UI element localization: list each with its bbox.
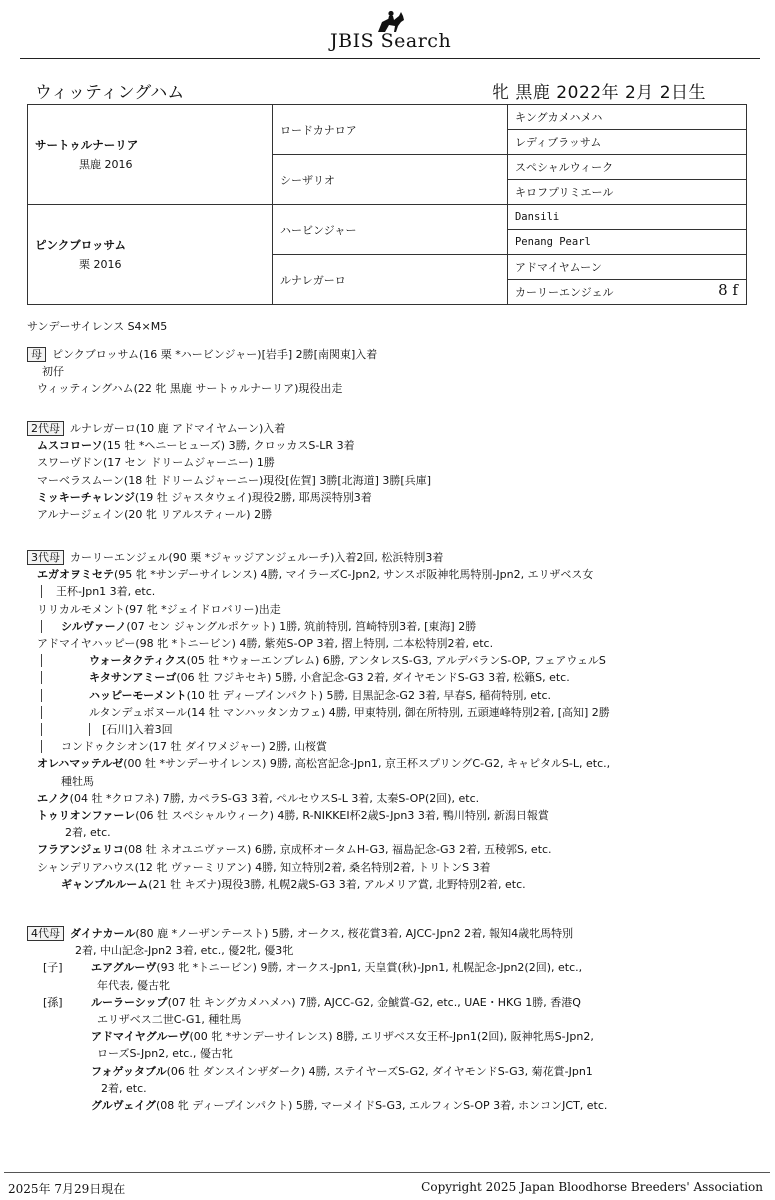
record-text: (06 牡 フジキセキ) 5勝, 小倉記念-G3 2着, ダイヤモンドS-G3 3着, 松籟S, etc.: [176, 671, 570, 685]
dam-note: 初仔: [42, 365, 64, 379]
list-item-cont: エリザベス二世C-G1, 種牡馬: [97, 1013, 242, 1027]
list-item: [27, 566, 757, 583]
section-tag: 3代母: [27, 550, 64, 565]
dam-section: [27, 346, 757, 398]
horse-link[interactable]: オレハマッテルゼ: [37, 757, 124, 771]
section-tag: 母: [27, 347, 46, 362]
record-text: (93 牝 *トニービン) 9勝, オークス-Jpn1, 天皇賞(秋)-Jpn1, 札幌記念-Jpn2(2回), etc.,: [156, 961, 583, 975]
jbis-logo[interactable]: [330, 10, 460, 54]
record-text: (07 セン ジャングルポケット) 1勝, 筑前特別, 筥崎特別3着, [東海] 2勝: [126, 619, 477, 633]
list-item: [27, 994, 757, 1011]
record-text: コンドゥクシオン(17 牡 ダイワメジャー) 2勝, 山桜賞: [41, 740, 327, 753]
list-item: [27, 1028, 757, 1045]
second-dam-record: ルナレガーロ(10 鹿 アドマイヤムーン)入着: [70, 422, 286, 435]
pedigree-dam-cell: [28, 205, 273, 305]
list-item: [27, 687, 757, 704]
horse-link[interactable]: ルーラーシップ: [91, 995, 168, 1009]
list-item: [27, 437, 757, 454]
list-item: [27, 704, 757, 721]
list-item-cont: [27, 721, 757, 738]
list-item-cont: 種牡馬: [61, 774, 94, 788]
fourth-dam-section: [27, 925, 757, 1114]
list-item: アドマイヤハッピー(98 牝 *トニービン) 4勝, 紫苑S-OP 3着, 摺上特別, 二本松特別2着, etc.: [37, 637, 494, 651]
third-dam-record: カーリーエンジェル(90 栗 *ジャッジアンジェルーチ)入着2回, 松浜特別3着: [70, 551, 444, 564]
dam-sire-sire: Dansili: [507, 205, 746, 230]
dam-dam: ルナレガーロ: [273, 255, 508, 305]
list-item-cont: [27, 583, 757, 600]
horse-link[interactable]: エノク: [37, 791, 70, 805]
horse-meta: 牝 黒鹿 2022年 2月 2日生: [492, 83, 707, 103]
list-item: [27, 807, 757, 824]
dam-dam-dam: カーリーエンジェル: [514, 286, 614, 299]
list-item: スワーヴドン(17 セン ドリームジャーニー) 1勝: [37, 456, 275, 470]
record-text: (95 牝 *サンデーサイレンス) 4勝, マイラーズC-Jpn2, サンスポ阪神牝馬特別-Jpn2, エリザベス女: [114, 568, 594, 582]
header-divider: [20, 58, 760, 59]
grandchild-label: [孫]: [43, 995, 63, 1009]
horse-link[interactable]: エガオヲミセテ: [37, 568, 114, 582]
second-dam-section: [27, 420, 757, 523]
list-item: [27, 1097, 757, 1114]
pedigree-table: [27, 104, 747, 305]
record-text: (00 牝 *サンデーサイレンス) 8勝, エリザベス女王杯-Jpn1(2回), 阪神牝馬S-Jpn2,: [189, 1030, 594, 1044]
list-item: [27, 652, 757, 669]
section-tag: 4代母: [27, 926, 64, 941]
record-text: ルタンデュボヌール(14 牡 マンハッタンカフェ) 4勝, 甲東特別, 御在所特別, 五頭連峰特別2着, [高知] 2勝: [41, 706, 610, 719]
record-text: (05 牡 *ウォーエンブレム) 6勝, アンタレスS-G3, アルデバランS-OP, フェアウェルS: [186, 654, 606, 668]
list-item: [27, 1063, 757, 1080]
list-item: リリカルモメント(97 牝 *ジェイドロバリー)出走: [37, 602, 281, 616]
dam-offspring: ウィッティングハム(22 牝 黒鹿 サートゥルナーリア)現役出走: [37, 382, 343, 396]
horse-link[interactable]: ハッピーモーメント: [89, 688, 187, 702]
record-text: 王杯-Jpn1 3着, etc.: [41, 585, 155, 598]
list-item: [27, 738, 757, 755]
third-dam-section: [27, 549, 757, 893]
record-text: (08 牝 ディープインパクト) 5勝, マーメイドS-G3, エルフィンS-OP 3着, ホンコンJCT, etc.: [156, 1099, 608, 1113]
list-item: [27, 841, 757, 858]
dam-name: ピンクブロッサム: [35, 238, 126, 252]
dam-sire: ハービンジャー: [273, 205, 508, 255]
horse-link[interactable]: ムスコローソ: [37, 439, 103, 453]
horse-link[interactable]: ダイナカール: [70, 927, 136, 940]
sire-dam-sire: スペシャルウィーク: [507, 155, 746, 180]
horse-link[interactable]: キタサンアミーゴ: [89, 671, 177, 685]
horse-link[interactable]: ウォータクティクス: [89, 654, 187, 668]
horse-name: ウィッティングハム: [35, 83, 185, 103]
list-item-cont: ローズS-Jpn2, etc., 優古牝: [97, 1047, 233, 1061]
cross-count: 8 f: [718, 281, 738, 299]
list-item: [27, 876, 757, 893]
second-dam-line: [27, 420, 757, 437]
record-text: (19 牡 ジャスタウェイ)現役2勝, 耶馬渓特別3着: [134, 490, 372, 504]
sire-sire: ロードカナロア: [273, 105, 508, 155]
record-text: (80 鹿 *ノーザンテースト) 5勝, オークス, 桜花賞3着, AJCC-Jpn2 2着, 報知4歳牝馬特別: [135, 927, 574, 940]
sire-sire-dam: レディブラッサム: [507, 130, 746, 155]
record-text: [石川]入着3回: [89, 723, 173, 736]
dam-dam-dam-cell: [507, 280, 746, 305]
list-item-cont: 年代表, 優古牝: [97, 978, 170, 992]
record-text: (00 牡 *サンデーサイレンス) 9勝, 高松宮記念-Jpn1, 京王杯スプリングC-G2, キャピタルS-L, etc.,: [123, 757, 611, 771]
list-item: [27, 618, 757, 635]
list-item-cont: 2着, etc.: [65, 826, 111, 840]
section-tag: 2代母: [27, 421, 64, 436]
horse-link[interactable]: ミッキーチャレンジ: [37, 490, 135, 504]
horse-link[interactable]: フォゲッタブル: [91, 1064, 167, 1078]
list-item-cont: 2着, 中山記念-Jpn2 3着, etc., 優2牝, 優3牝: [75, 944, 294, 958]
as-of-date: 2025年 7月29日現在: [8, 1182, 126, 1196]
horse-link[interactable]: アドマイヤグルーヴ: [91, 1030, 190, 1044]
record-text: (04 牡 *クロフネ) 7勝, カペラS-G3 3着, ペルセウスS-L 3着, 太秦S-OP(2回), etc.: [69, 791, 480, 805]
dam-sub: 栗 2016: [79, 258, 122, 271]
horse-link[interactable]: シルヴァーノ: [61, 619, 127, 633]
horse-link[interactable]: ギャンブルルーム: [61, 877, 149, 891]
list-item: [27, 959, 757, 976]
horse-link[interactable]: エアグルーヴ: [91, 961, 157, 975]
sire-sire-sire: キングカメハメハ: [507, 105, 746, 130]
dam-dam-sire: アドマイヤムーン: [507, 255, 746, 280]
record-text: (10 牡 ディープインパクト) 5勝, 目黒記念-G2 3着, 早春S, 稲荷特別, etc.: [186, 688, 552, 702]
horse-link[interactable]: グルヴェイグ: [91, 1099, 157, 1113]
logo-text: JBIS Search: [330, 30, 452, 52]
copyright: Copyright 2025 Japan Bloodhorse Breeders' Association: [421, 1180, 763, 1194]
horse-link[interactable]: フラアンジェリコ: [37, 843, 124, 857]
third-dam-line: [27, 549, 757, 566]
record-text: (21 牡 キズナ)現役3勝, 札幌2歳S-G3 3着, アルメリア賞, 北野特別2着, etc.: [148, 877, 526, 891]
sire-sub: 黒鹿 2016: [79, 158, 133, 171]
pedigree-sire-cell: [28, 105, 273, 205]
list-item: [27, 489, 757, 506]
dam-line: [27, 346, 757, 363]
record-text: (07 牡 キングカメハメハ) 7勝, AJCC-G2, 金鯱賞-G2, etc., UAE・HKG 1勝, 香港Q: [167, 995, 581, 1009]
inbreeding-note: サンデーサイレンス S4×M5: [27, 320, 168, 333]
list-item: シャンデリアハウス(12 牝 ヴァーミリアン) 4勝, 知立特別2着, 桑名特別2着, トリトンS 3着: [37, 860, 491, 874]
child-label: [子]: [43, 961, 63, 975]
dam-sire-dam: Penang Pearl: [507, 230, 746, 255]
record-text: (15 牡 *ヘニーヒューズ) 3勝, クロッカスS-LR 3着: [102, 439, 355, 453]
sire-name: サートゥルナーリア: [35, 138, 139, 152]
footer-divider: [4, 1172, 770, 1173]
sire-dam-dam: キロフプリミエール: [507, 180, 746, 205]
fourth-dam-line: [27, 925, 757, 942]
header: [0, 0, 775, 58]
list-item: [27, 790, 757, 807]
list-item: [27, 755, 757, 772]
record-text: (06 牡 スペシャルウィーク) 4勝, R-NIKKEI杯2歳S-Jpn3 3着, 鴨川特別, 新潟日報賞: [135, 809, 549, 823]
horse-link[interactable]: トゥリオンファーレ: [37, 809, 136, 823]
dam-record: ピンクブロッサム(16 栗 *ハービンジャー)[岩手] 2勝[南関東]入着: [52, 348, 378, 361]
list-item: [27, 669, 757, 686]
list-item: アルナージェイン(20 牝 リアルスティール) 2勝: [37, 508, 273, 522]
sire-dam: シーザリオ: [273, 155, 508, 205]
list-item: マーベラスムーン(18 牡 ドリームジャーニー)現役[佐賀] 3勝[北海道] 3勝[兵庫]: [37, 473, 431, 487]
record-text: (06 牡 ダンスインザダーク) 4勝, ステイヤーズS-G2, ダイヤモンドS-G3, 菊花賞-Jpn1: [166, 1064, 593, 1078]
record-text: (08 牡 ネオユニヴァース) 6勝, 京成杯オータムH-G3, 福島記念-G3 2着, 五稜郭S, etc.: [123, 843, 552, 857]
list-item-cont: 2着, etc.: [101, 1081, 147, 1095]
